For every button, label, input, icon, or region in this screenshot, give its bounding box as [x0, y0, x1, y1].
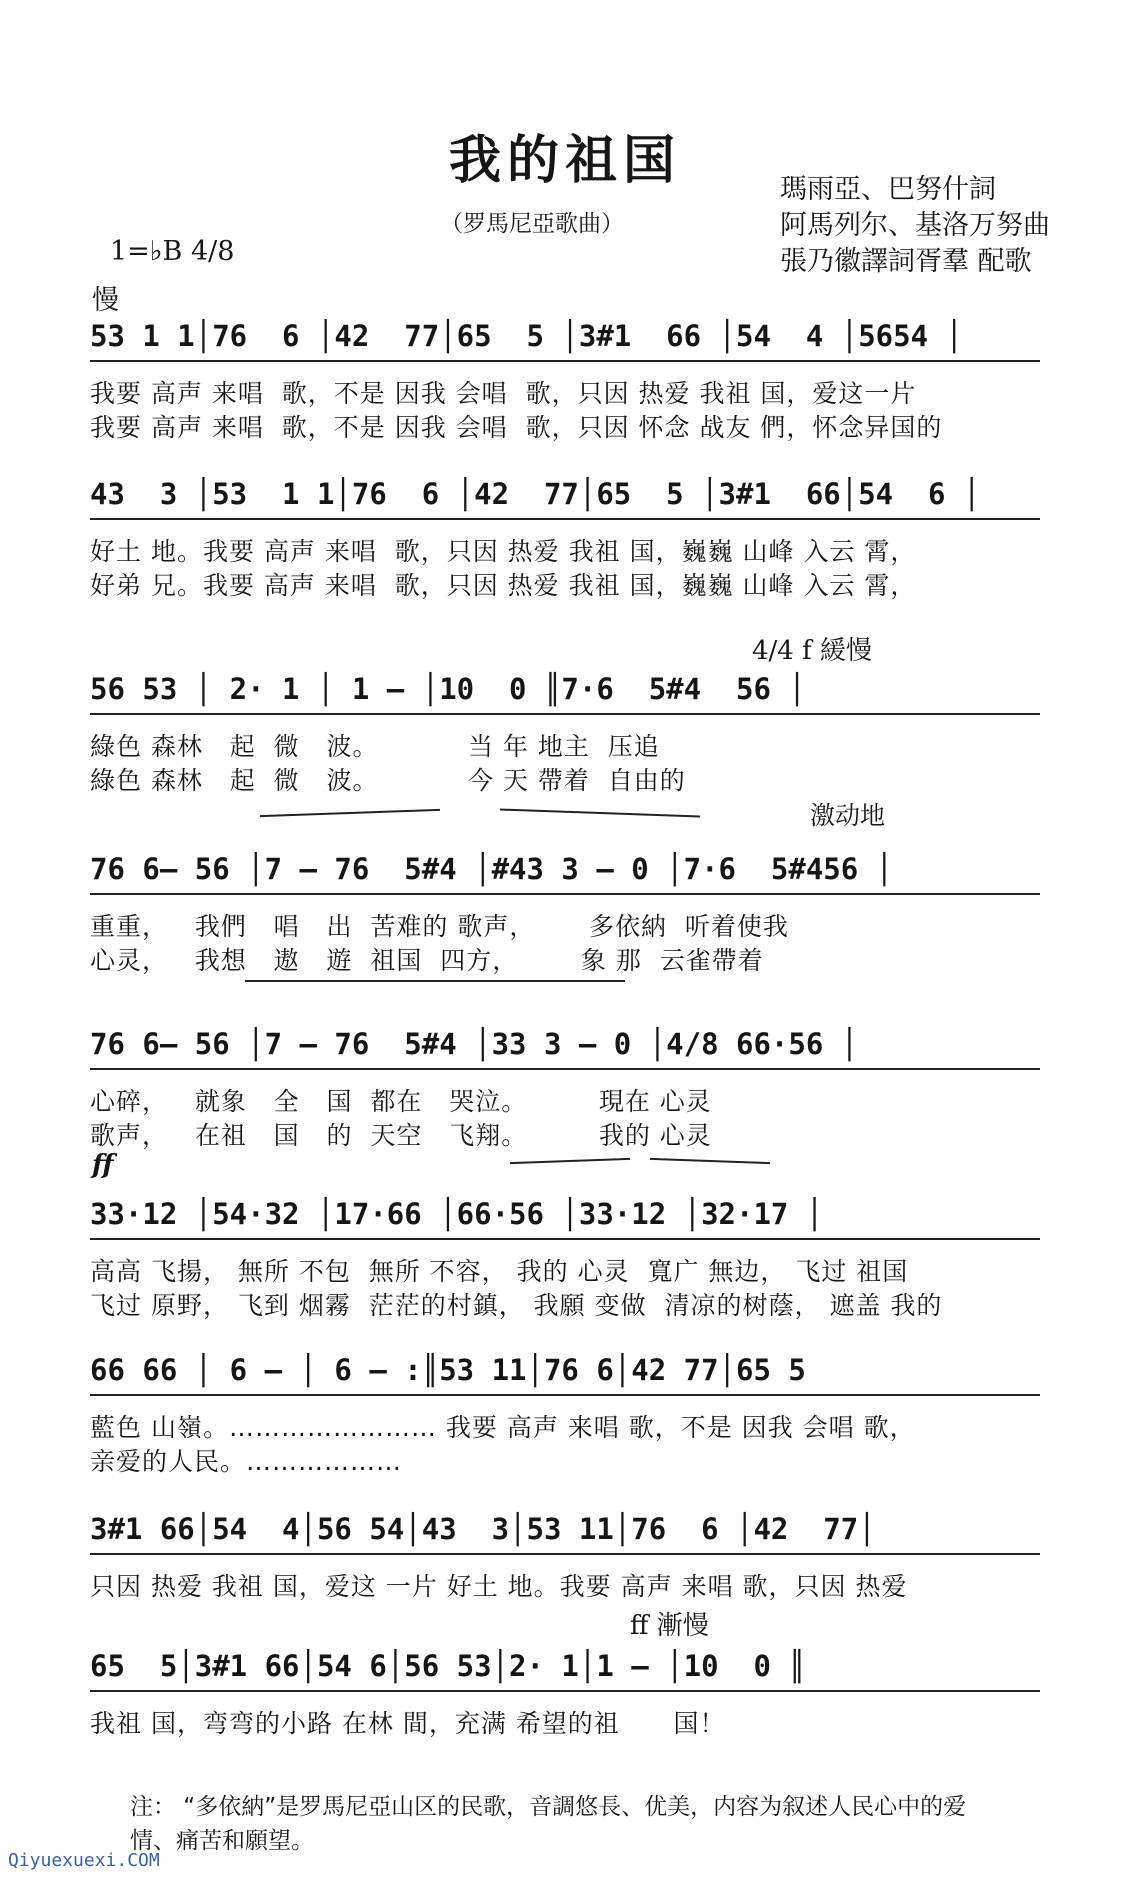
lyrics-verse-1: 高高 飞揚， 無所 不包 無所 不容， 我的 心灵 寬广 無边， 飞过 祖国: [90, 1257, 909, 1286]
lyrics-verse-1: 我祖 国，弯弯的小路 在林 間，充满 希望的祖 国！: [90, 1709, 726, 1738]
dynamic-marking: ff: [92, 1150, 114, 1180]
lyrics-verse-2: 亲爱的人民。………………: [90, 1447, 403, 1476]
notation-line: 76 6— 56 │7 — 76 5#4 │33 3 — 0 │4/8 66·56 │: [90, 1020, 1040, 1070]
dynamic-marking: ff 漸慢: [630, 1611, 709, 1641]
crescendo-line: [245, 980, 625, 982]
diminuendo-line: [650, 1158, 770, 1164]
crescendo-line: [260, 809, 440, 817]
diminuendo-line: [500, 809, 700, 818]
credit-translation: 張乃徽譯詞胥羣 配歌: [780, 246, 1032, 277]
expression-text: 激动地: [810, 801, 886, 830]
lyrics-verse-1: 好土 地。我要 高声 来唱 歌，只因 热爱 我祖 国，巍巍 山峰 入云 霄，: [90, 537, 917, 566]
notation-line: 43 3 │53 1 1│76 6 │42 77│65 5 │3#1 66│54 6 │: [90, 470, 1040, 520]
footnote: [130, 1790, 1060, 1858]
lyrics-verse-1: 重重， 我們 唱 出 苦难的 歌声， 多依納 听着使我: [90, 912, 789, 941]
tempo-marking: 慢: [92, 285, 119, 316]
notation-line: 76 6— 56 │7 — 76 5#4 │#43 3 — 0 │7·6 5#456 │: [90, 845, 1040, 895]
time-and-tempo-change: 4/4 f 緩慢: [752, 636, 872, 666]
lyrics-verse-1: 我要 高声 来唱 歌，不是 因我 会唱 歌，只因 热爱 我祖 国，爱这一片: [90, 379, 917, 408]
notation-line: 65 5│3#1 66│54 6│56 53│2· 1│1 — │10 0 ║: [90, 1642, 1040, 1692]
lyrics-verse-2: 飞过 原野， 飞到 烟霧 茫茫的村鎮， 我願 变做 清凉的树蔭， 遮盖 我的: [90, 1291, 943, 1320]
credit-music: 阿馬列尔、基洛万努曲: [780, 210, 1050, 241]
lyrics-verse-2: 好弟 兄。我要 高声 来唱 歌，只因 热爱 我祖 国，巍巍 山峰 入云 霄，: [90, 571, 917, 600]
page-title: 我的祖国: [448, 131, 681, 191]
notation-line: 66 66 │ 6 — │ 6 — :║53 11│76 6│42 77│65 5: [90, 1346, 1040, 1396]
lyrics-verse-1: 綠色 森林 起 微 波。 当 年 地主 压追: [90, 732, 660, 761]
lyrics-verse-1: 藍色 山嶺。…………………… 我要 高声 来唱 歌，不是 因我 会唱 歌，: [90, 1413, 916, 1442]
credit-lyrics: 瑪雨亞、巴努什詞: [780, 174, 996, 205]
crescendo-line: [510, 1158, 630, 1164]
credits: [780, 172, 1050, 280]
lyrics-verse-2: 綠色 森林 起 微 波。 今 天 帶着 自由的: [90, 766, 686, 795]
notation-line: 3#1 66│54 4│56 54│43 3│53 11│76 6 │42 77│: [90, 1505, 1040, 1555]
footnote-line-1: 注： “多依納”是罗馬尼亞山区的民歌，音調悠長、优美，内容为叙述人民心中的爱: [130, 1794, 967, 1820]
lyrics-verse-2: 歌声， 在祖 国 的 天空 飞翔。 我的 心灵: [90, 1121, 712, 1150]
notation-line: 56 53 │ 2· 1 │ 1 — │10 0 ║7·6 5#4 56 │: [90, 665, 1040, 715]
song-subtitle: （罗馬尼亞歌曲）: [440, 211, 624, 237]
lyrics-verse-1: 只因 热爱 我祖 国，爱这 一片 好土 地。我要 高声 来唱 歌，只因 热爱: [90, 1572, 908, 1601]
footnote-line-2: 情、痛苦和願望。: [130, 1828, 314, 1854]
lyrics-verse-1: 心碎， 就象 全 国 都在 哭泣。 現在 心灵: [90, 1087, 712, 1116]
notation-line: 33·12 │54·32 │17·66 │66·56 │33·12 │32·17 │: [90, 1190, 1040, 1240]
key-signature: 1=♭B 4/8: [110, 236, 235, 267]
lyrics-verse-2: 心灵， 我想 遨 遊 祖国 四方， 象 那 云雀帶着: [90, 946, 764, 975]
site-watermark: Qiyuexuexi.COM: [8, 1850, 160, 1871]
notation-line: 53 1 1│76 6 │42 77│65 5 │3#1 66 │54 4 │5654 │: [90, 312, 1040, 362]
lyrics-verse-2: 我要 高声 来唱 歌，不是 因我 会唱 歌，只因 怀念 战友 們，怀念异国的: [90, 413, 943, 442]
